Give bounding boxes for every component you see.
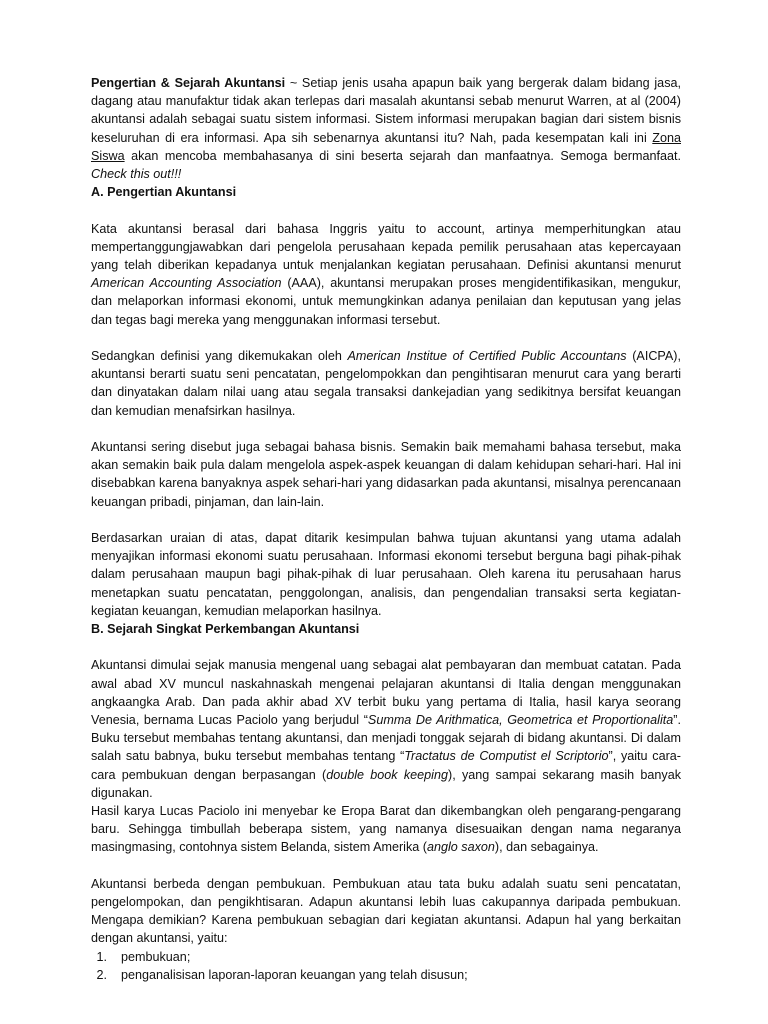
- section-a-paragraph-2: [91, 347, 681, 420]
- section-b-paragraph-3: Akuntansi berbeda dengan pembukuan. Pembukuan atau tata buku adalah suatu seni pencatatan, pengelompokan, dan pengikhtisaran. Adapun akuntansi lebih luas cakupannya daripada pembukuan. Mengapa demikian? Karena pembukuan sebagian dari kegiatan akuntansi. Adapun hal yang berkaitan dengan akuntansi, yaitu:: [91, 876, 681, 946]
- section-b-paragraph-2: [91, 802, 681, 857]
- double-book-keeping: double book keeping: [326, 767, 448, 782]
- intro-paragraph: [91, 74, 681, 183]
- section-a-p2-text: Sedangkan definisi yang dikemukakan oleh: [91, 349, 348, 364]
- article-title: Pengertian & Sejarah Akuntansi: [91, 76, 286, 90]
- list-text: penganalisisan laporan-laporan keuangan yang telah disusun;: [121, 967, 468, 982]
- section-b-p1-text-4: ), yang sampai sekarang masih banyak digunakan.: [91, 767, 682, 800]
- intro-text-2: akan mencoba membahasanya di sini beserta sejarah dan manfaatnya. Semoga bermanfaat.: [124, 148, 681, 163]
- section-a-heading: A. Pengertian Akuntansi: [91, 185, 237, 200]
- section-b-p1-text-2: ”. Buku tersebut membahas tentang akuntansi, dan menjadi tonggak sejarah di bidang akuntansi. Di dalam salah satu babnya, buku tersebut membahas tentang “: [91, 713, 681, 764]
- list-number: 1.: [96, 949, 107, 964]
- section-b-paragraph-1: [91, 656, 681, 802]
- anglo-saxon: anglo saxon: [426, 840, 495, 855]
- section-a-paragraph-3: Akuntansi sering disebut juga sebagai bahasa bisnis. Semakin baik memahami bahasa tersebut, maka akan semakin baik pula dalam mengelola aspek-aspek keuangan di dalam kehidupan sehari-hari. Hal ini disebabkan karena banyaknya aspek sehari-hari yang didasarkan pada akuntansi, misalnya perencanaan keuangan pribadi, pinjaman, dan lain-lain.: [91, 440, 681, 509]
- list-item: [91, 966, 681, 984]
- check-this-out: Check this out!!!: [91, 167, 182, 182]
- tractatus-title: Tractatus de Computist el Scriptorio: [404, 749, 609, 764]
- zona-siswa-link[interactable]: Zona Siswa: [91, 130, 681, 163]
- list-item: [91, 948, 681, 966]
- list-number: 2.: [96, 967, 107, 982]
- section-a-paragraph-4: Berdasarkan uraian di atas, dapat ditarik kesimpulan bahwa tujuan akuntansi yang utama adalah menyajikan informasi ekonomi suatu perusahaan. Informasi ekonomi tersebut berguna bagi pihak-pihak dalam perusahaan maupun bagi pihak-pihak di luar perusahaan. Oleh karena itu perusahaan harus menetapkan suatu pencatatan, penggolongan, analisis, dan pengendalian transaksi serta kegiatan-kegiatan keuangan, kemudian melaporkan hasilnya.: [91, 531, 681, 618]
- section-a-p1-text-2: (AAA), akuntansi merupakan proses mengidentifikasikan, mengukur, dan melaporkan informasi ekonomi, untuk memungkinkan adanya penilaian dan keputusan yang jelas dan tegas bagi mereka yang menggunakan informasi tersebut.: [91, 276, 681, 327]
- section-b-p1-text: Akuntansi dimulai sejak manusia mengenal uang sebagai alat pembayaran dan membuat catatan. Pada awal abad XV muncul naskahnaskah mengenai pelajaran akuntansi di Italia dengan menggunakan angkaangka Arab. Dan pada akhir abad XV terbit buku yang pertama di Italia, hasil karya seorang Venesia, bernama Lucas Paciolo yang berjudul “: [91, 658, 681, 728]
- aicpa-name: American Institue of Certified Public Accountans: [347, 349, 627, 364]
- aaa-name: American Accounting Association: [91, 276, 282, 291]
- summa-title: Summa De Arithmatica, Geometrica et Proportionalita: [367, 713, 674, 728]
- accounting-list: [91, 948, 681, 984]
- intro-text: ~ Setiap jenis usaha apapun baik yang bergerak dalam bidang jasa, dagang atau manufaktur tidak akan terlepas dari masalah akuntansi sebab menurut Warren, at al (2004) akuntansi adalah sebagai suatu sistem informasi. Sistem informasi merupakan bagian dari sistem bisnis keseluruhan di era informasi. Apa sih sebenarnya akuntansi itu? Nah, pada kesempatan kali ini: [91, 76, 681, 145]
- section-b-p1-text-3: ”, yaitu cara-cara pembukuan dengan berpasangan (: [91, 749, 681, 782]
- list-text: pembukuan;: [121, 949, 191, 964]
- section-a-p2-text-2: (AICPA), akuntansi berarti suatu seni pencatatan, pengelompokkan dan pengihtisaran menurut cara yang berarti dan dinyatakan dalam nilai uang atau segala transaksi dankejadian yang sedikitnya bersifat keuangan dan kemudian menafsirkan hasilnya.: [91, 349, 681, 418]
- section-b-heading: B. Sejarah Singkat Perkembangan Akuntansi: [91, 622, 360, 637]
- section-a-p1-text: Kata akuntansi berasal dari bahasa Inggris yaitu to account, artinya memperhitungkan atau mempertanggungjawabkan dari pengelola perusahaan kepada pemilik perusahaan atas kepercayaan yang telah diberikan kepadanya untuk menjalankan kegiatan perusahaan. Definisi akuntansi menurut: [91, 221, 681, 273]
- section-a-paragraph-1: [91, 220, 681, 329]
- section-b-p2-text: Hasil karya Lucas Paciolo ini menyebar ke Eropa Barat dan dikembangkan oleh pengarang-pengarang baru. Sehingga timbullah beberapa sistem, yang namanya disesuaikan dengan nama negaranya masingmasing, contohnya sistem Belanda, sistem Amerika (: [91, 804, 681, 855]
- section-b-p2-text-2: ), dan sebagainya.: [494, 840, 599, 855]
